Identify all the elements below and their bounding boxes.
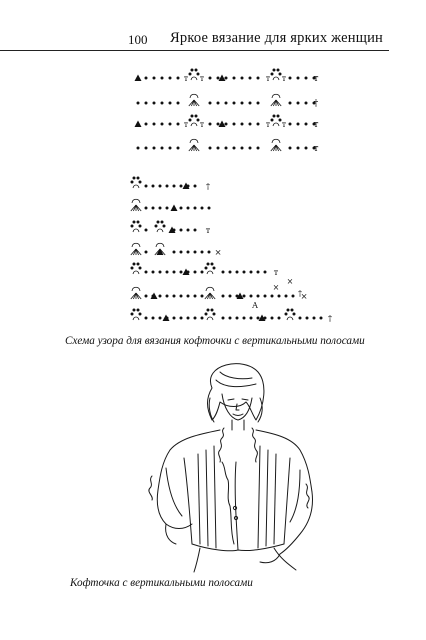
chain-dot xyxy=(180,295,183,298)
chain-dot xyxy=(155,225,158,228)
chain-dot xyxy=(313,317,316,320)
chain-dot xyxy=(159,185,162,188)
chart-symbol-text: т xyxy=(265,120,271,129)
shell-curl xyxy=(207,271,213,274)
chain-dot xyxy=(250,295,253,298)
chart-symbol-text: т xyxy=(313,74,319,84)
chain-dot xyxy=(278,295,281,298)
chart-symbol-text: т xyxy=(265,74,271,83)
slip-triangle xyxy=(171,205,178,212)
chain-dot xyxy=(278,317,281,320)
chain-dot xyxy=(139,267,142,270)
chain-dot xyxy=(257,271,260,274)
chain-dot xyxy=(133,177,136,180)
chain-dot xyxy=(222,271,225,274)
chart-symbol-text: т xyxy=(281,120,287,129)
chain-dot xyxy=(139,225,142,228)
chain-dot xyxy=(271,295,274,298)
chain-dot xyxy=(180,251,183,254)
chart-symbol-text: † xyxy=(327,314,333,324)
chain-dot xyxy=(291,309,294,312)
chain-dot xyxy=(152,271,155,274)
shell-curl xyxy=(157,229,163,232)
chain-dot xyxy=(257,295,260,298)
chain-dot xyxy=(287,309,290,312)
chain-dot xyxy=(211,309,214,312)
chain-dot xyxy=(211,263,214,266)
cardigan-illustration xyxy=(140,358,330,573)
shell-arc xyxy=(132,199,140,203)
chain-dot xyxy=(166,207,169,210)
chart-symbol-text: т xyxy=(199,74,205,83)
chain-dot xyxy=(133,263,136,266)
chain-dot xyxy=(222,295,225,298)
running-title: Яркое вязание для ярких женщин xyxy=(170,30,384,46)
chain-dot xyxy=(133,221,136,224)
chain-dot xyxy=(285,313,288,316)
chart-symbol-text: × xyxy=(300,292,308,302)
chain-dot xyxy=(201,251,204,254)
chain-dot xyxy=(243,317,246,320)
chain-dot xyxy=(173,317,176,320)
shell-arc xyxy=(132,243,140,247)
chain-dot xyxy=(173,271,176,274)
chart-symbol-text: т xyxy=(313,120,319,130)
chain-dot xyxy=(187,317,190,320)
shell-curl xyxy=(133,229,139,232)
chain-dot xyxy=(194,317,197,320)
chain-dot xyxy=(152,207,155,210)
chain-dot xyxy=(173,185,176,188)
chain-dot xyxy=(131,313,134,316)
chain-dot xyxy=(180,317,183,320)
chart-symbol-text: × xyxy=(214,248,222,258)
chart-symbol-text: × xyxy=(272,283,280,292)
chain-dot xyxy=(139,313,142,316)
chain-dot xyxy=(293,313,296,316)
chart-symbol-text: т xyxy=(183,74,189,83)
chain-dot xyxy=(166,185,169,188)
chain-dot xyxy=(306,317,309,320)
chain-dot xyxy=(285,295,288,298)
chain-dot xyxy=(243,295,246,298)
chain-dot xyxy=(152,185,155,188)
chain-dot xyxy=(145,295,148,298)
chain-dot xyxy=(222,317,225,320)
chain-dot xyxy=(207,263,210,266)
chart-symbol-text: т xyxy=(313,144,319,154)
chain-dot xyxy=(131,225,134,228)
shell-arc xyxy=(132,287,140,291)
shell-curl xyxy=(287,317,293,320)
shell-curl xyxy=(133,317,139,320)
chain-dot xyxy=(236,271,239,274)
chain-dot xyxy=(166,271,169,274)
chain-dot xyxy=(180,271,183,274)
chain-dot xyxy=(201,271,204,274)
chain-dot xyxy=(159,271,162,274)
chain-dot xyxy=(157,221,160,224)
chain-dot xyxy=(271,317,274,320)
chain-dot xyxy=(213,313,216,316)
chain-dot xyxy=(187,295,190,298)
chain-dot xyxy=(205,313,208,316)
chain-dot xyxy=(145,317,148,320)
chain-dot xyxy=(208,251,211,254)
chain-dot xyxy=(187,207,190,210)
chain-dot xyxy=(250,317,253,320)
shell-arc xyxy=(206,287,214,291)
chain-dot xyxy=(194,229,197,232)
shell-curl xyxy=(133,185,139,188)
chart-symbol-text: т xyxy=(199,120,205,129)
chain-dot xyxy=(159,295,162,298)
chain-dot xyxy=(163,225,166,228)
chain-dot xyxy=(292,295,295,298)
chain-dot xyxy=(229,317,232,320)
chain-dot xyxy=(194,207,197,210)
chain-dot xyxy=(137,177,140,180)
shell-curl xyxy=(207,317,213,320)
chain-dot xyxy=(208,207,211,210)
chart-symbol-text: т xyxy=(281,74,287,83)
garment-caption: Кофточка с вертикальными полосами xyxy=(70,577,253,589)
chart-symbol-text: † xyxy=(205,182,211,192)
chain-dot xyxy=(145,271,148,274)
chain-dot xyxy=(145,185,148,188)
chain-dot xyxy=(131,267,134,270)
chain-dot xyxy=(173,295,176,298)
chain-dot xyxy=(250,271,253,274)
chain-dot xyxy=(299,317,302,320)
shell-arc xyxy=(156,243,164,247)
chain-dot xyxy=(320,317,323,320)
chain-dot xyxy=(229,271,232,274)
chain-dot xyxy=(205,267,208,270)
chain-dot xyxy=(213,267,216,270)
chain-dot xyxy=(139,181,142,184)
chain-dot xyxy=(201,317,204,320)
shell-curl xyxy=(133,271,139,274)
chain-dot xyxy=(137,263,140,266)
chain-dot xyxy=(131,181,134,184)
chart-symbol-text: т xyxy=(205,226,211,236)
chart-symbol-text: A xyxy=(252,301,258,310)
chain-dot xyxy=(187,251,190,254)
chain-dot xyxy=(257,317,260,320)
chain-dot xyxy=(194,251,197,254)
chain-dot xyxy=(161,221,164,224)
chart-symbol-text: т xyxy=(183,120,189,129)
chain-dot xyxy=(201,207,204,210)
chart-symbol-text: т xyxy=(273,268,279,278)
chain-dot xyxy=(264,295,267,298)
chain-dot xyxy=(145,251,148,254)
chain-dot xyxy=(180,229,183,232)
scheme-caption: Схема узора для вязания кофточки с вертикальными полосами xyxy=(65,335,365,347)
chain-dot xyxy=(180,185,183,188)
chain-dot xyxy=(207,309,210,312)
chain-dot xyxy=(137,221,140,224)
chain-dot xyxy=(194,295,197,298)
chain-dot xyxy=(166,295,169,298)
chain-dot xyxy=(201,295,204,298)
chain-dot xyxy=(194,271,197,274)
chain-dot xyxy=(159,207,162,210)
chain-dot xyxy=(236,317,239,320)
chain-dot xyxy=(187,229,190,232)
chain-dot xyxy=(180,207,183,210)
chain-dot xyxy=(194,185,197,188)
chart-symbol-text: † xyxy=(298,289,302,298)
chart-symbol-text: × xyxy=(286,277,294,286)
chain-dot xyxy=(145,207,148,210)
chain-dot xyxy=(264,271,267,274)
chain-dot xyxy=(133,309,136,312)
page-number: 100 xyxy=(128,32,148,47)
chain-dot xyxy=(243,271,246,274)
chain-dot xyxy=(152,317,155,320)
chain-dot xyxy=(159,317,162,320)
chain-dot xyxy=(173,251,176,254)
chain-dot xyxy=(229,295,232,298)
chart-symbol-text: † xyxy=(313,99,319,109)
chain-dot xyxy=(137,309,140,312)
chain-dot xyxy=(145,229,148,232)
